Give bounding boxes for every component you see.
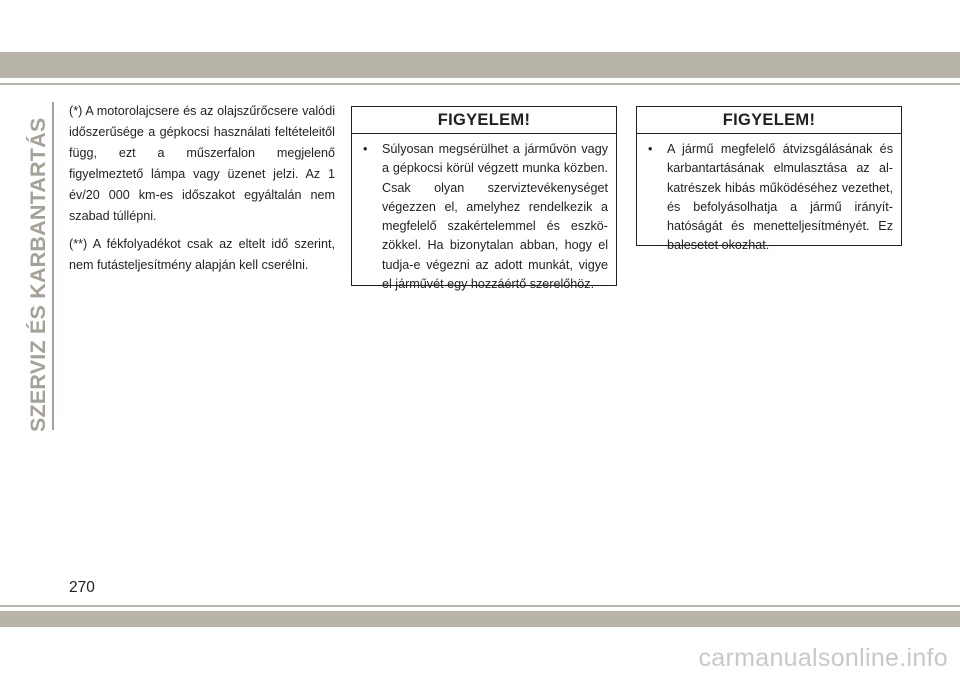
footnote-oil-change: (*) A motorolajcsere és az olajszűrőcsere valódi időszerűsége a gépkocsi használati feltételeitől függ, ezt a műszerfalon megjelenő figyelmeztető lámpa vagy üzenet jelzi. Az 1 év/20 000 km-es időszakot egyáltalán nem szabad túllépni. <box>69 104 335 223</box>
bottom-divider <box>0 605 960 607</box>
section-side-title: SZERVIZ ÉS KARBANTARTÁS <box>26 117 50 432</box>
top-decorative-band <box>0 52 960 78</box>
footnotes-column <box>69 101 335 283</box>
bottom-decorative-band <box>0 611 960 627</box>
bullet-icon: • <box>363 142 368 156</box>
top-divider <box>0 83 960 85</box>
page-number: 270 <box>69 579 95 596</box>
warning-text: A jármű megfelelő átvizsgálásának és karbantartásának elmulasztása az alkatrészek hibás működéséhez vezethet, és befolyásolhatja a jármű irányíthatóságát és menetteljesítményét. Ez balesetet okozhat. <box>667 142 893 253</box>
warning-body <box>637 134 901 263</box>
warning-heading: FIGYELEM! <box>352 107 616 134</box>
side-title-rule <box>52 102 54 430</box>
bullet-icon: • <box>648 142 653 156</box>
footnote-brake-fluid: (**) A fékfolyadékot csak az eltelt idő szerint, nem futásteljesítmény alapján kell cserélni. <box>69 237 335 272</box>
warning-text: Súlyosan megsérülhet a járművön vagy a gépkocsi körül végzett munka közben. Csak olyan szerviztevékenységet végezzen el, amelyhez rendelkezik a megfelelő szakértelemmel és eszközökkel. Ha bizonytalan abban, hogy el tudja-e végezni az adott munkát, vigye el járművét egy hozzáértő szerelőhöz. <box>382 142 608 292</box>
warning-body <box>352 134 616 301</box>
warning-heading: FIGYELEM! <box>637 107 901 134</box>
warning-box-maintenance <box>636 106 902 253</box>
site-watermark: carmanualsonline.info <box>698 644 948 672</box>
warning-box-service <box>351 106 617 292</box>
